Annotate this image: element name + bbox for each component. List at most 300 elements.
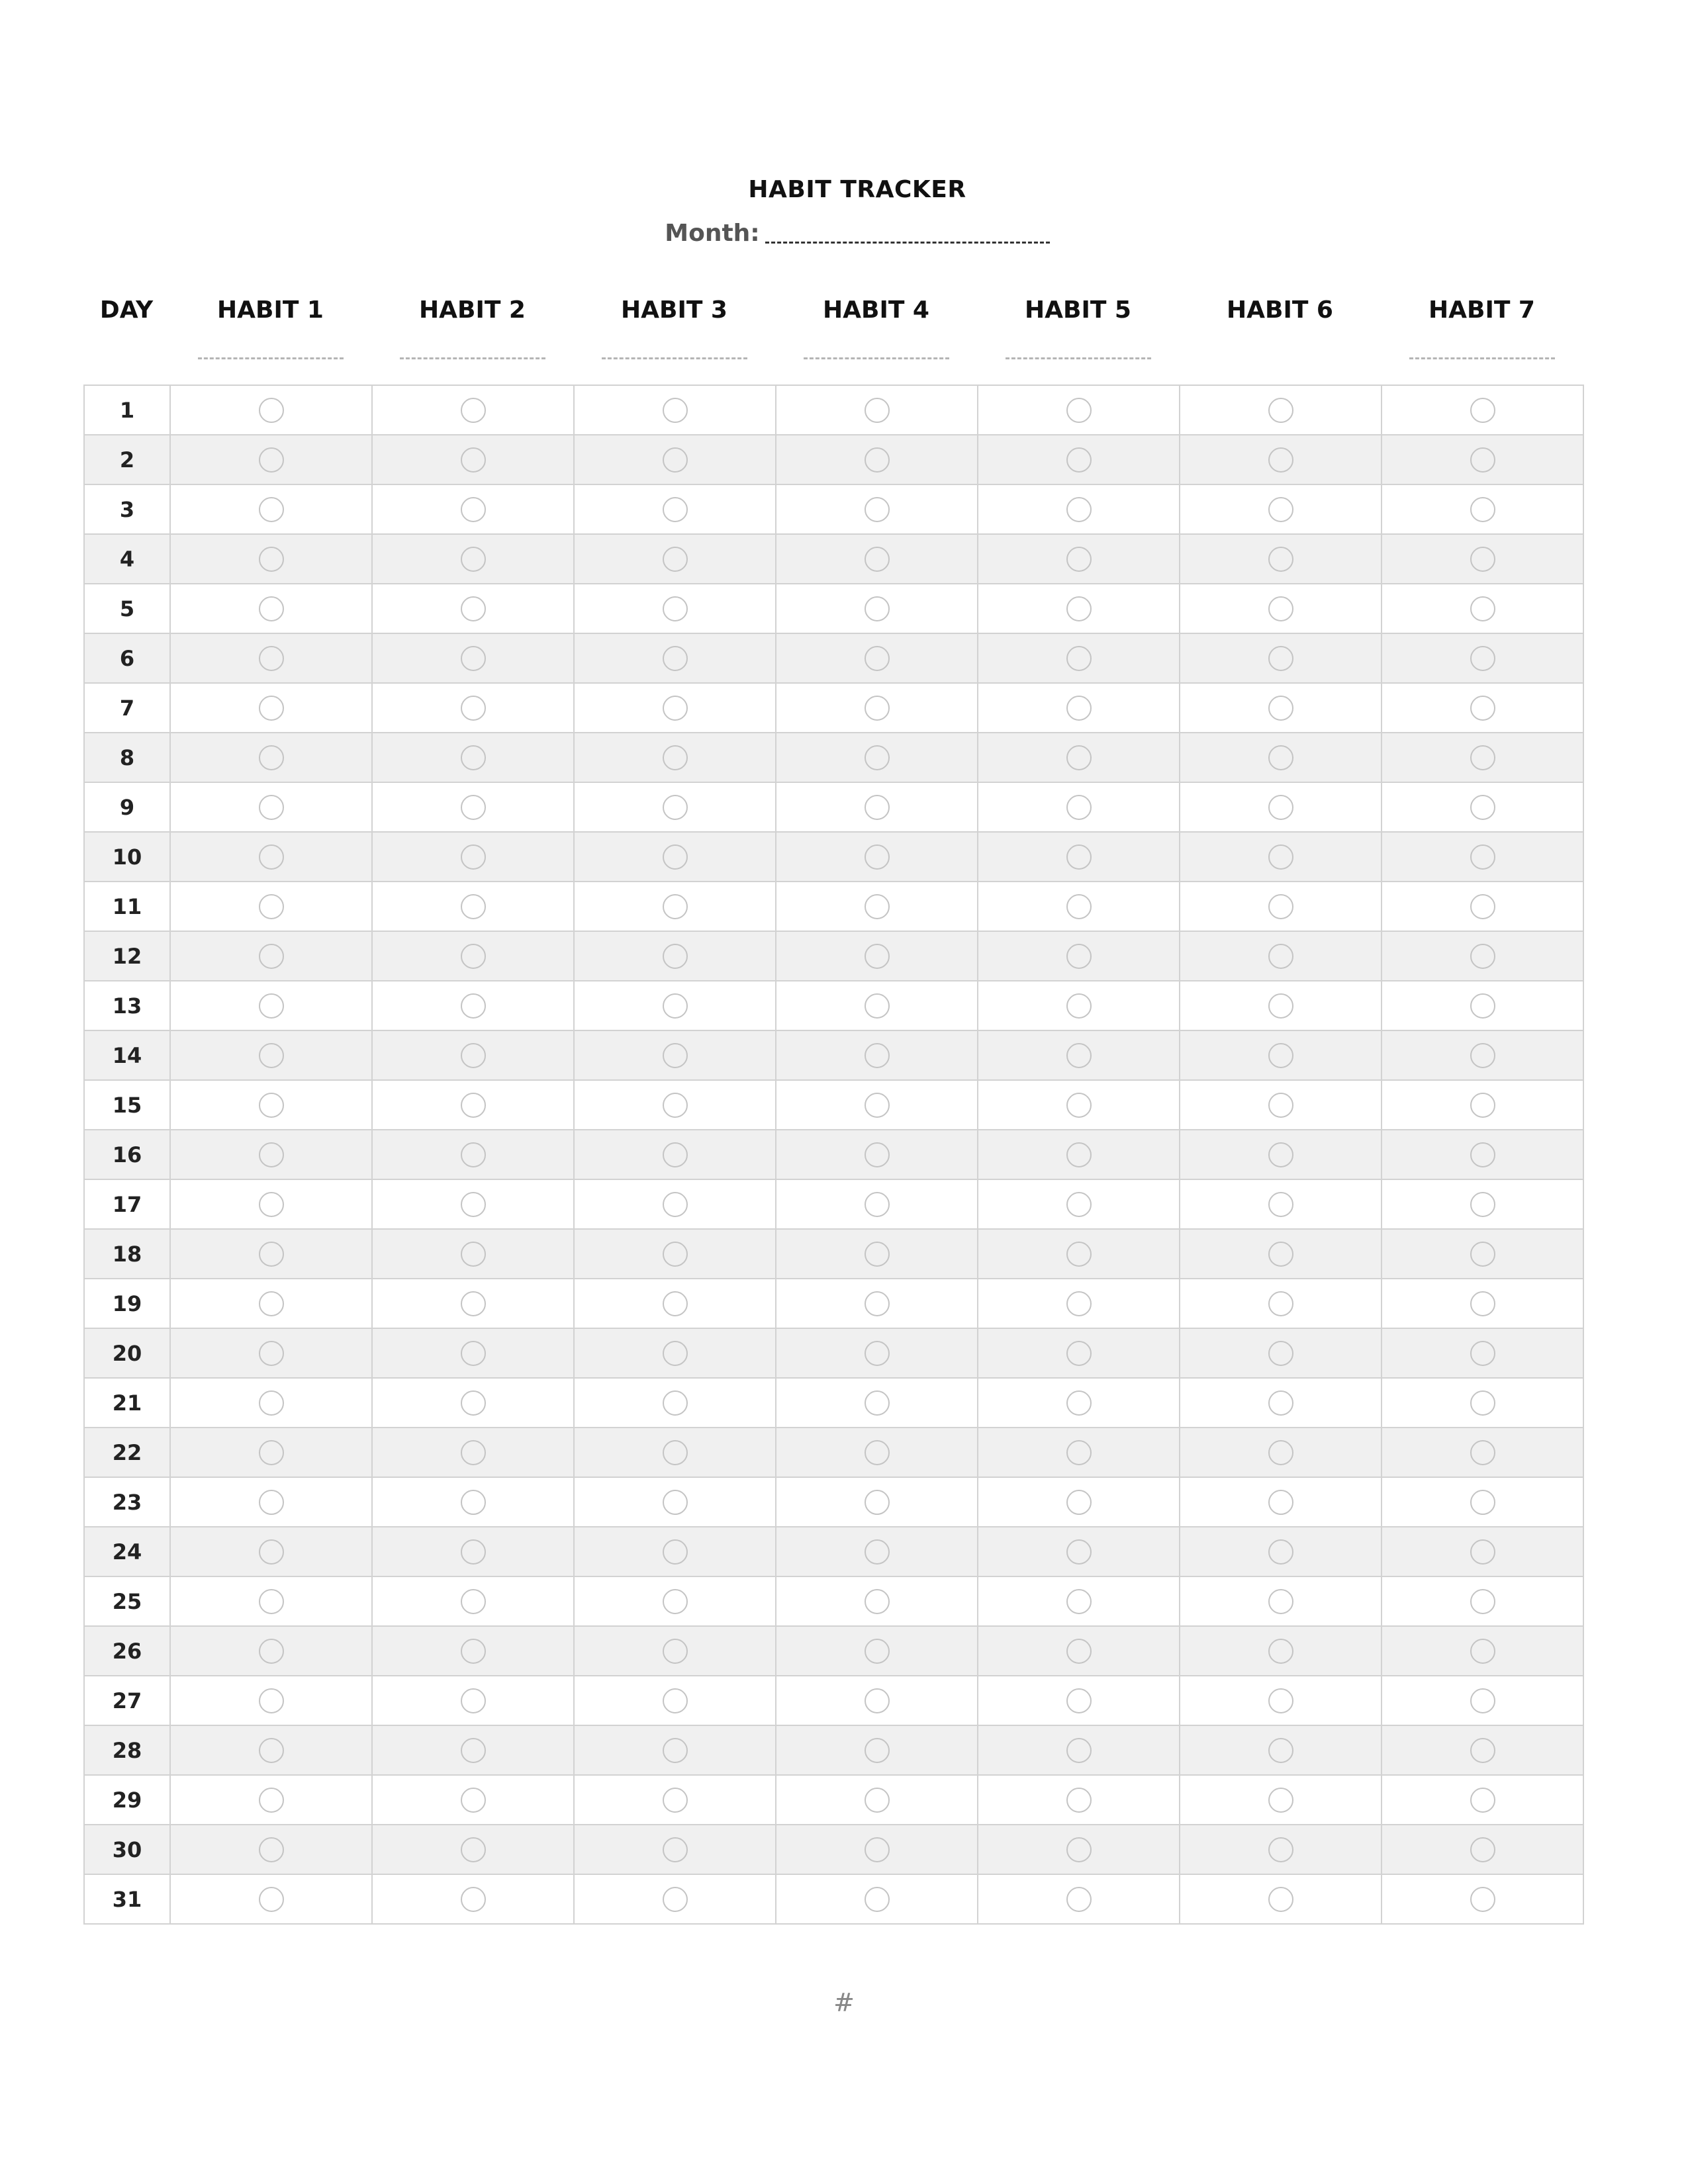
habit-cell [170,1130,372,1179]
habit-checkbox-circle[interactable] [461,1837,486,1862]
habit-checkbox-circle[interactable] [663,1788,688,1813]
month-blank-line[interactable] [765,222,1050,244]
habit-cell [978,1080,1180,1130]
habit-checkbox-circle[interactable] [1470,993,1495,1019]
habit-checkbox-circle[interactable] [1066,745,1092,770]
habit-cell [776,1874,978,1924]
habit-cell [170,1080,372,1130]
habit-checkbox-circle[interactable] [461,993,486,1019]
habit-checkbox-circle[interactable] [461,1390,486,1416]
habit-checkbox-circle[interactable] [259,1539,284,1565]
habit-checkbox-circle[interactable] [461,596,486,621]
habit-checkbox-circle[interactable] [663,1639,688,1664]
habit-checkbox-circle[interactable] [865,547,890,572]
habit-checkbox-circle[interactable] [259,1688,284,1713]
habit-checkbox-circle[interactable] [1066,1043,1092,1068]
habit-checkbox-circle[interactable] [1470,497,1495,522]
habit-checkbox-circle[interactable] [1066,894,1092,919]
habit-checkbox-circle[interactable] [865,1837,890,1862]
habit-checkbox-circle[interactable] [663,447,688,473]
habit-cell [1180,1775,1382,1825]
habit-checkbox-circle[interactable] [259,1440,284,1465]
habit-checkbox-circle[interactable] [1470,1887,1495,1912]
habit-checkbox-circle[interactable] [663,1341,688,1366]
habit-checkbox-circle[interactable] [461,1043,486,1068]
habit-checkbox-circle[interactable] [865,1043,890,1068]
habit-checkbox-circle[interactable] [1066,993,1092,1019]
habit-checkbox-circle[interactable] [1268,1837,1293,1862]
habit-cell [1382,385,1583,435]
habit-checkbox-circle[interactable] [461,1688,486,1713]
habit-checkbox-circle[interactable] [1268,1242,1293,1267]
habit-cell [776,1825,978,1874]
habit-checkbox-circle[interactable] [461,745,486,770]
habit-cell [1382,1576,1583,1626]
habit-checkbox-circle[interactable] [865,1688,890,1713]
habit-checkbox-circle[interactable] [1470,447,1495,473]
habit-cell [1382,1130,1583,1179]
habit-cell [372,1676,574,1725]
habit-checkbox-circle[interactable] [865,745,890,770]
habit-cell [372,1428,574,1477]
habit-checkbox-circle[interactable] [1470,547,1495,572]
habit-checkbox-circle[interactable] [461,1490,486,1515]
habit-checkbox-circle[interactable] [1268,1788,1293,1813]
habit-cell [372,1527,574,1576]
habit-checkbox-circle[interactable] [1268,646,1293,671]
habit-checkbox-circle[interactable] [259,1242,284,1267]
habit-cell [776,882,978,931]
habit-checkbox-circle[interactable] [865,646,890,671]
habit-checkbox-circle[interactable] [259,1837,284,1862]
table-row [84,1825,1583,1874]
habit-checkbox-circle[interactable] [1470,398,1495,423]
habit-checkbox-circle[interactable] [1470,1043,1495,1068]
habit-checkbox-circle[interactable] [259,1341,284,1366]
habit-checkbox-circle[interactable] [1470,596,1495,621]
habit-cell [574,1477,776,1527]
habit-checkbox-circle[interactable] [259,497,284,522]
day-number: 22 [84,1428,170,1477]
day-number: 30 [84,1825,170,1874]
habit-checkbox-circle[interactable] [259,447,284,473]
habit-checkbox-circle[interactable] [865,894,890,919]
habit-checkbox-circle[interactable] [259,646,284,671]
habit-checkbox-circle[interactable] [259,745,284,770]
habit-checkbox-circle[interactable] [1066,646,1092,671]
habit-checkbox-circle[interactable] [1066,1539,1092,1565]
day-number: 12 [84,931,170,981]
habit-cell [372,1874,574,1924]
habit-checkbox-circle[interactable] [663,547,688,572]
habit-checkbox-circle[interactable] [865,596,890,621]
habit-checkbox-circle[interactable] [259,1291,284,1316]
habit-cell [1180,683,1382,733]
habit-cell [170,1229,372,1279]
habit-cell [776,1080,978,1130]
habit-checkbox-circle[interactable] [1470,1142,1495,1167]
habit-checkbox-circle[interactable] [259,993,284,1019]
habit-column-header: HABIT 7 [1429,296,1535,324]
habit-checkbox-circle[interactable] [1268,1142,1293,1167]
habit-cell [372,1825,574,1874]
habit-checkbox-circle[interactable] [1268,1291,1293,1316]
habit-checkbox-circle[interactable] [865,1192,890,1217]
habit-cell [978,1825,1180,1874]
habit-checkbox-circle[interactable] [663,1043,688,1068]
habit-checkbox-circle[interactable] [1268,447,1293,473]
habit-checkbox-circle[interactable] [1470,1192,1495,1217]
habit-checkbox-circle[interactable] [461,1291,486,1316]
habit-checkbox-circle[interactable] [1268,398,1293,423]
habit-checkbox-circle[interactable] [1268,696,1293,721]
habit-checkbox-circle[interactable] [259,1639,284,1664]
habit-checkbox-circle[interactable] [461,447,486,473]
habit-checkbox-circle[interactable] [461,1192,486,1217]
habit-checkbox-circle[interactable] [865,795,890,820]
habit-cell [1180,584,1382,633]
habit-checkbox-circle[interactable] [461,1539,486,1565]
day-number: 2 [84,435,170,484]
habit-checkbox-circle[interactable] [1066,497,1092,522]
habit-checkbox-circle[interactable] [1268,1440,1293,1465]
habit-checkbox-circle[interactable] [259,844,284,870]
habit-checkbox-circle[interactable] [865,1788,890,1813]
habit-name-line[interactable] [400,357,545,359]
habit-checkbox-circle[interactable] [461,894,486,919]
habit-checkbox-circle[interactable] [865,844,890,870]
habit-checkbox-circle[interactable] [1268,1738,1293,1763]
habit-cell [1180,1725,1382,1775]
habit-checkbox-circle[interactable] [865,944,890,969]
habit-checkbox-circle[interactable] [663,1688,688,1713]
habit-checkbox-circle[interactable] [663,993,688,1019]
table-row [84,484,1583,534]
habit-checkbox-circle[interactable] [1470,1341,1495,1366]
habit-checkbox-circle[interactable] [663,745,688,770]
habit-checkbox-circle[interactable] [1470,1093,1495,1118]
habit-checkbox-circle[interactable] [865,1589,890,1614]
habit-checkbox-circle[interactable] [1268,944,1293,969]
habit-cell [978,782,1180,832]
habit-checkbox-circle[interactable] [663,596,688,621]
habit-checkbox-circle[interactable] [1066,1440,1092,1465]
table-row [84,782,1583,832]
habit-checkbox-circle[interactable] [461,1142,486,1167]
habit-checkbox-circle[interactable] [865,1142,890,1167]
habit-checkbox-circle[interactable] [663,1837,688,1862]
habit-cell [372,1775,574,1825]
habit-checkbox-circle[interactable] [1470,696,1495,721]
habit-checkbox-circle[interactable] [663,646,688,671]
habit-checkbox-circle[interactable] [1470,745,1495,770]
habit-checkbox-circle[interactable] [1066,447,1092,473]
habit-checkbox-circle[interactable] [663,795,688,820]
habit-cell [978,1229,1180,1279]
habit-checkbox-circle[interactable] [1066,1837,1092,1862]
habit-cell [1180,1080,1382,1130]
habit-cell [372,1576,574,1626]
habit-checkbox-circle[interactable] [259,1043,284,1068]
habit-cell [170,1378,372,1428]
habit-checkbox-circle[interactable] [1470,1291,1495,1316]
habit-checkbox-circle[interactable] [461,944,486,969]
habit-checkbox-circle[interactable] [1470,646,1495,671]
habit-cell [574,882,776,931]
habit-checkbox-circle[interactable] [1066,1788,1092,1813]
habit-checkbox-circle[interactable] [259,398,284,423]
habit-checkbox-circle[interactable] [1470,1688,1495,1713]
habit-checkbox-circle[interactable] [865,398,890,423]
day-number: 25 [84,1576,170,1626]
habit-cell [776,1378,978,1428]
table-row [84,1428,1583,1477]
habit-cell [574,534,776,584]
habit-checkbox-circle[interactable] [865,993,890,1019]
habit-checkbox-circle[interactable] [663,497,688,522]
habit-cell [170,882,372,931]
day-number: 21 [84,1378,170,1428]
habit-checkbox-circle[interactable] [663,1093,688,1118]
habit-checkbox-circle[interactable] [1066,1390,1092,1416]
habit-cell [372,1378,574,1428]
habit-cell [776,1130,978,1179]
habit-checkbox-circle[interactable] [461,1440,486,1465]
habit-checkbox-circle[interactable] [663,1242,688,1267]
habit-checkbox-circle[interactable] [1066,1093,1092,1118]
habit-cell [1382,435,1583,484]
habit-checkbox-circle[interactable] [865,447,890,473]
habit-checkbox-circle[interactable] [663,1440,688,1465]
habit-checkbox-circle[interactable] [1470,1639,1495,1664]
habit-checkbox-circle[interactable] [1268,1639,1293,1664]
habit-checkbox-circle[interactable] [461,1242,486,1267]
habit-checkbox-circle[interactable] [1470,1490,1495,1515]
habit-checkbox-circle[interactable] [1066,1688,1092,1713]
habit-cell [1180,1378,1382,1428]
habit-checkbox-circle[interactable] [1066,1291,1092,1316]
habit-checkbox-circle[interactable] [1470,1837,1495,1862]
habit-checkbox-circle[interactable] [1470,1738,1495,1763]
habit-checkbox-circle[interactable] [461,547,486,572]
habit-cell [574,1676,776,1725]
habit-checkbox-circle[interactable] [1066,1142,1092,1167]
habit-checkbox-circle[interactable] [1268,1688,1293,1713]
habit-checkbox-circle[interactable] [461,1341,486,1366]
habit-cell [776,1477,978,1527]
habit-checkbox-circle[interactable] [259,1738,284,1763]
habit-checkbox-circle[interactable] [1066,398,1092,423]
habit-checkbox-circle[interactable] [461,1738,486,1763]
habit-checkbox-circle[interactable] [865,1291,890,1316]
habit-cell [574,1229,776,1279]
habit-checkbox-circle[interactable] [663,696,688,721]
habit-checkbox-circle[interactable] [865,1341,890,1366]
day-number: 27 [84,1676,170,1725]
habit-checkbox-circle[interactable] [663,844,688,870]
habit-checkbox-circle[interactable] [865,1887,890,1912]
habit-cell [574,1527,776,1576]
habit-checkbox-circle[interactable] [259,1390,284,1416]
habit-cell [1180,1130,1382,1179]
habit-checkbox-circle[interactable] [1268,894,1293,919]
habit-cell [574,1030,776,1080]
habit-checkbox-circle[interactable] [1066,1887,1092,1912]
habit-checkbox-circle[interactable] [259,944,284,969]
habit-checkbox-circle[interactable] [1268,1539,1293,1565]
habit-checkbox-circle[interactable] [1066,1192,1092,1217]
habit-checkbox-circle[interactable] [461,646,486,671]
habit-checkbox-circle[interactable] [865,497,890,522]
habit-checkbox-circle[interactable] [1066,547,1092,572]
habit-checkbox-circle[interactable] [865,1639,890,1664]
habit-checkbox-circle[interactable] [865,1093,890,1118]
habit-checkbox-circle[interactable] [865,696,890,721]
habit-checkbox-circle[interactable] [1470,1242,1495,1267]
habit-checkbox-circle[interactable] [1066,795,1092,820]
habit-checkbox-circle[interactable] [663,1390,688,1416]
habit-checkbox-circle[interactable] [1470,894,1495,919]
habit-checkbox-circle[interactable] [461,1093,486,1118]
day-number: 23 [84,1477,170,1527]
habit-checkbox-circle[interactable] [1470,1390,1495,1416]
habit-checkbox-circle[interactable] [663,1291,688,1316]
habit-checkbox-circle[interactable] [461,1639,486,1664]
habit-checkbox-circle[interactable] [1268,745,1293,770]
habit-checkbox-circle[interactable] [259,1093,284,1118]
habit-checkbox-circle[interactable] [461,1887,486,1912]
habit-cell [978,1527,1180,1576]
habit-checkbox-circle[interactable] [1268,596,1293,621]
habit-checkbox-circle[interactable] [461,398,486,423]
habit-checkbox-circle[interactable] [1470,1440,1495,1465]
habit-checkbox-circle[interactable] [1470,1539,1495,1565]
habit-checkbox-circle[interactable] [663,944,688,969]
habit-checkbox-circle[interactable] [259,1887,284,1912]
habit-checkbox-circle[interactable] [1066,1639,1092,1664]
table-row [84,832,1583,882]
habit-checkbox-circle[interactable] [1268,1043,1293,1068]
habit-checkbox-circle[interactable] [663,1142,688,1167]
habit-checkbox-circle[interactable] [461,696,486,721]
habit-name-line[interactable] [804,357,949,359]
habit-checkbox-circle[interactable] [259,696,284,721]
habit-checkbox-circle[interactable] [461,1589,486,1614]
habit-checkbox-circle[interactable] [663,398,688,423]
habit-checkbox-circle[interactable] [1268,993,1293,1019]
habit-checkbox-circle[interactable] [461,1788,486,1813]
habit-checkbox-circle[interactable] [663,1887,688,1912]
habit-checkbox-circle[interactable] [663,1589,688,1614]
habit-checkbox-circle[interactable] [865,1738,890,1763]
habit-checkbox-circle[interactable] [663,1192,688,1217]
habit-checkbox-circle[interactable] [1268,1093,1293,1118]
habit-cell [978,1328,1180,1378]
habit-cell [574,633,776,683]
habit-name-line[interactable] [198,357,344,359]
habit-cell [170,1775,372,1825]
habit-checkbox-circle[interactable] [1268,1341,1293,1366]
habit-checkbox-circle[interactable] [663,1490,688,1515]
habit-checkbox-circle[interactable] [1470,944,1495,969]
habit-checkbox-circle[interactable] [865,1539,890,1565]
habit-checkbox-circle[interactable] [1470,844,1495,870]
habit-checkbox-circle[interactable] [259,894,284,919]
habit-cell [978,584,1180,633]
habit-cell [170,1527,372,1576]
habit-checkbox-circle[interactable] [1470,795,1495,820]
habit-cell [372,1725,574,1775]
habit-name-line[interactable] [1006,357,1151,359]
habit-checkbox-circle[interactable] [1066,1738,1092,1763]
habit-checkbox-circle[interactable] [259,1788,284,1813]
habit-checkbox-circle[interactable] [1268,1192,1293,1217]
habit-checkbox-circle[interactable] [259,547,284,572]
habit-cell [1382,633,1583,683]
habit-checkbox-circle[interactable] [461,497,486,522]
habit-checkbox-circle[interactable] [865,1390,890,1416]
habit-checkbox-circle[interactable] [663,1539,688,1565]
habit-checkbox-circle[interactable] [1066,596,1092,621]
habit-checkbox-circle[interactable] [1268,1490,1293,1515]
habit-cell [776,1328,978,1378]
habit-checkbox-circle[interactable] [1066,844,1092,870]
habit-checkbox-circle[interactable] [865,1242,890,1267]
habit-cell [1382,1676,1583,1725]
day-number: 13 [84,981,170,1030]
habit-name-line[interactable] [1409,357,1555,359]
table-row [84,584,1583,633]
habit-checkbox-circle[interactable] [461,795,486,820]
habit-cell [978,1030,1180,1080]
habit-checkbox-circle[interactable] [259,1142,284,1167]
habit-checkbox-circle[interactable] [1268,1589,1293,1614]
habit-checkbox-circle[interactable] [1470,1589,1495,1614]
habit-checkbox-circle[interactable] [259,1192,284,1217]
habit-cell [776,931,978,981]
habit-checkbox-circle[interactable] [1470,1788,1495,1813]
habit-checkbox-circle[interactable] [1066,1341,1092,1366]
habit-checkbox-circle[interactable] [865,1490,890,1515]
habit-checkbox-circle[interactable] [663,894,688,919]
habit-checkbox-circle[interactable] [259,1589,284,1614]
table-row [84,1130,1583,1179]
table-row [84,1477,1583,1527]
habit-checkbox-circle[interactable] [1268,1887,1293,1912]
day-number: 4 [84,534,170,584]
habit-checkbox-circle[interactable] [1066,944,1092,969]
habit-checkbox-circle[interactable] [1268,795,1293,820]
habit-checkbox-circle[interactable] [1066,1589,1092,1614]
habit-checkbox-circle[interactable] [259,795,284,820]
habit-checkbox-circle[interactable] [865,1440,890,1465]
habit-checkbox-circle[interactable] [1066,696,1092,721]
habit-checkbox-circle[interactable] [1268,497,1293,522]
habit-cell [372,1229,574,1279]
habit-cell [978,1428,1180,1477]
habit-checkbox-circle[interactable] [1268,1390,1293,1416]
habit-checkbox-circle[interactable] [461,844,486,870]
habit-checkbox-circle[interactable] [259,1490,284,1515]
habit-checkbox-circle[interactable] [1066,1242,1092,1267]
habit-name-line[interactable] [602,357,747,359]
habit-checkbox-circle[interactable] [259,596,284,621]
habit-checkbox-circle[interactable] [1066,1490,1092,1515]
habit-cell [1180,931,1382,981]
habit-checkbox-circle[interactable] [1268,844,1293,870]
habit-checkbox-circle[interactable] [1268,547,1293,572]
habit-checkbox-circle[interactable] [663,1738,688,1763]
